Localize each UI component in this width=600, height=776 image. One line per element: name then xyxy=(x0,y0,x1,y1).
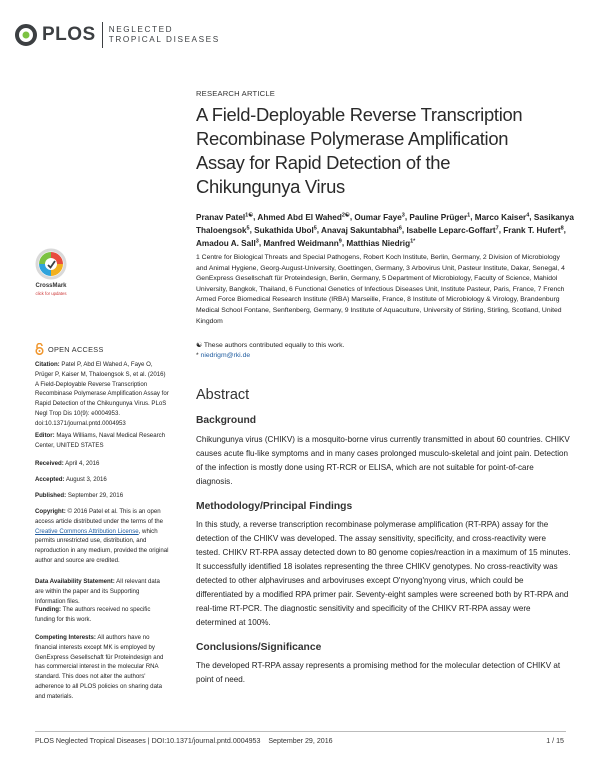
author-name: Matthias Niedrig$^{1*}$ xyxy=(346,238,416,249)
journal-line-2: TROPICAL DISEASES xyxy=(108,35,220,44)
author-name: Marco Kaiser$^4$ xyxy=(474,212,530,222)
author-name: Amadou A. Sall$^3$ xyxy=(196,238,259,249)
article-title: A Field-Deployable Reverse Transcription Recombinase Polymerase Amplification Assay for Rapid Detection of the Chikungunya Virus xyxy=(196,104,523,197)
plos-logo[interactable] xyxy=(14,22,220,48)
conclusions-heading: Conclusions/Significance xyxy=(196,642,322,653)
funding-label: Funding: xyxy=(35,606,62,613)
published-text: September 29, 2016 xyxy=(67,492,124,499)
corresponding-author xyxy=(196,351,556,361)
copyright-block xyxy=(35,507,170,566)
article-type: RESEARCH ARTICLE xyxy=(196,89,276,98)
received-block xyxy=(35,459,170,469)
journal-name xyxy=(109,25,220,45)
editor-block xyxy=(35,431,170,451)
author-affiliation-marker: 7 xyxy=(495,225,499,232)
crossmark-icon xyxy=(35,248,67,282)
logo-text: PLOS xyxy=(42,24,96,45)
cc-license-link[interactable]: Creative Commons Attribution License xyxy=(35,527,139,535)
competing-interests-block xyxy=(35,633,170,702)
crossmark-title: CrossMark xyxy=(35,283,67,289)
editor-label: Editor: xyxy=(35,432,55,439)
author-affiliation-marker: 5 xyxy=(313,225,317,232)
author-affiliation-marker: 4 xyxy=(526,212,530,218)
footer-divider xyxy=(35,731,566,732)
accepted-text: August 3, 2016 xyxy=(65,476,107,483)
citation-text: Patel P, Abd El Wahed A, Faye O, Prüger P, Kaiser M, Thaloengsok S, et al. (2016) A Field-Deployable Reverse Transcription Recombinase Polymerase Amplification Assay for Rapid Detection of the Chikungunya Virus. PLoS Negl Trop Dis 10(9): e0004953. doi:10.1371/journal.pntd.0004953 xyxy=(35,361,169,427)
copyright-text-end: , which permits unrestricted use, distribution, and reproduction in any medium, provided the original author and source are credited. xyxy=(35,527,169,564)
accepted-block xyxy=(35,475,170,485)
methods-heading: Methodology/Principal Findings xyxy=(196,501,353,512)
crossmark-label[interactable] xyxy=(33,283,69,297)
author-list: Pranav Patel$^{1☯}$, Ahmed Abd El Wahed$^{2☯}$, Oumar Faye$^3$, Pauline Prüger$^1$, Marco Kaiser$^4$, Sasikanya Thaloengsok$^5$, Sukathida Ubol$^5$, Anavaj Sakuntabhai$^6$, Isabelle Leparc-Goffart$^7$, Frank T. Hufert$^8$, Amadou A. Sall$^3$, Manfred Weidmann$^9$, Matthias Niedrig$^{1*}$ xyxy=(196,212,574,249)
corresp-email-link[interactable]: niedrigm@rki.de xyxy=(200,352,251,359)
equal-contribution-note: ☯ These authors contributed equally to this work. xyxy=(196,342,345,349)
author-name: Sasikanya Thaloengsok$^5$ xyxy=(196,212,574,235)
citation-block xyxy=(35,360,170,429)
abstract-heading: Abstract xyxy=(196,387,250,403)
author-name: Pauline Prüger$^1$ xyxy=(409,212,471,222)
open-lock-icon xyxy=(35,343,44,355)
data-availability-text: All relevant data are within the paper and its Supporting Information files. xyxy=(35,578,160,605)
journal-line-1: NEGLECTED xyxy=(108,25,174,34)
methods-text: In this study, a reverse transcription recombinase polymerase amplification (RT-RPA) assay for the detection of the CHIKV was developed. The assay sensitivity, specificity, and cross-reactivity were tested. CHIKV RT-RPA assay detected down to 80 genome copies/reaction in a maximum of 15 minutes. It successfully identified 18 isolates representing the three CHIKV genotypes. No cross-reactivity was detected to other alphaviruses and arboviruses except O'nyong'nyong virus, which could be differentiated by a modified RPA primer pair. Seventy-eight samples were screened both by RT-RPA and real-time RT-PCR. The diagnostic sensitivity and specificity of the CHIKV RT-RPA assay were determined at 100%. xyxy=(196,520,571,627)
author-name: Oumar Faye$^3$ xyxy=(354,212,405,222)
published-block xyxy=(35,491,170,501)
author-affiliation-marker: 2☯ xyxy=(341,212,350,218)
open-access-label: OPEN ACCESS xyxy=(48,344,104,354)
background-heading: Background xyxy=(196,415,257,426)
author-name: Sukathida Ubol$^5$ xyxy=(254,225,317,235)
author-affiliation-marker: 1* xyxy=(410,238,416,245)
author-name: Frank T. Hufert$^8$ xyxy=(503,225,564,235)
copyright-label: Copyright: xyxy=(35,508,66,515)
plos-logo-icon xyxy=(14,23,38,47)
open-access-badge xyxy=(35,343,104,355)
conclusions-text: The developed RT-RPA assay represents a promising method for the molecular detection of CHIKV at point of need. xyxy=(196,661,561,684)
author-name: Isabelle Leparc-Goffart$^7$ xyxy=(406,225,499,235)
logo-divider xyxy=(102,22,103,48)
author-affiliation-marker: 3 xyxy=(401,212,405,218)
funding-block xyxy=(35,605,170,625)
competing-interests-text: All authors have no financial interests except MK is employed by GenExpress Gesellschaft für Proteindesign and has commercial interest in the molecular RNA standard. This does not alter the authors' adherence to all PLOS policies on sharing data and materials. xyxy=(35,634,164,700)
author-name: Ahmed Abd El Wahed$^{2☯}$ xyxy=(257,212,350,222)
author-affiliation-marker: 6 xyxy=(398,225,402,232)
author-affiliation-marker: 8 xyxy=(560,225,564,232)
author-name: Pranav Patel$^{1☯}$ xyxy=(196,212,254,222)
funding-text: The authors received no specific funding for this work. xyxy=(35,606,151,623)
footer-citation: PLOS Neglected Tropical Diseases | DOI:10.1371/journal.pntd.0004953 September 29, 2016 xyxy=(35,737,333,745)
author-affiliation-marker: 1☯ xyxy=(245,212,254,218)
data-availability-block xyxy=(35,577,170,606)
author-affiliation-marker: 9 xyxy=(338,238,342,245)
author-name: Anavaj Sakuntabhai$^6$ xyxy=(321,225,402,235)
crossmark-badge[interactable] xyxy=(35,248,67,287)
received-text: April 4, 2016 xyxy=(65,460,100,467)
author-affiliation-marker: 5 xyxy=(246,225,250,232)
accepted-label: Accepted: xyxy=(35,476,65,483)
author-affiliation-marker: 3 xyxy=(255,238,259,245)
page-number: 1 / 15 xyxy=(546,737,564,745)
author-notes xyxy=(196,341,556,361)
author-name: Manfred Weidmann$^9$ xyxy=(263,238,342,249)
copyright-text: © 2016 Patel et al. This is an open access article distributed under the terms of the xyxy=(35,508,164,525)
crossmark-subtitle: click for updates xyxy=(35,291,67,296)
editor-text: Maya Williams, Naval Medical Research Center, UNITED STATES xyxy=(35,432,166,449)
background-text: Chikungunya virus (CHIKV) is a mosquito-borne virus currently transmitted in about 60 countries. CHIKV causes acute flu-like symptoms and in many cases prolonged musculo-skeletal and joint pain. Detection of the infection is mostly done using RT-RCR or ELISA, which are not suitable for point-of-care diagnosis. xyxy=(196,435,570,486)
received-label: Received: xyxy=(35,460,64,467)
data-availability-label: Data Availability Statement: xyxy=(35,578,115,585)
citation-label: Citation: xyxy=(35,361,60,368)
competing-interests-label: Competing Interests: xyxy=(35,634,96,641)
published-label: Published: xyxy=(35,492,67,499)
corresp-mark: * xyxy=(196,352,201,359)
author-affiliation-marker: 1 xyxy=(467,212,471,218)
affiliations: 1 Centre for Biological Threats and Special Pathogens, Robert Koch Institute, Berlin, Germany, 2 Division of Microbiology and Animal Hygiene, Georg-August-University, Goettingen, Germany, 3 Arbovirus Unit, Pasteur Institute, Dakar, Senegal, 4 GenExpress Gesellschaft für Proteindesign, Berlin, Germany, 5 Department of Microbiology, Faculty of Science, Mahidol University, Bangkok, Thailand, 6 Functional Genetics of Infectious Diseases Unit, Institute Pasteur, Paris, France, 7 French Armed Force Biomedical Research Institute (IRBA) Marseille, France, 8 Institute of Microbiology & Virology, Brandenburg Medical School Fontane, Senftenberg, Germany, 9 Institute of Aquaculture, University of Stirling, Stirling, Scotland, United Kingdom xyxy=(196,254,565,325)
